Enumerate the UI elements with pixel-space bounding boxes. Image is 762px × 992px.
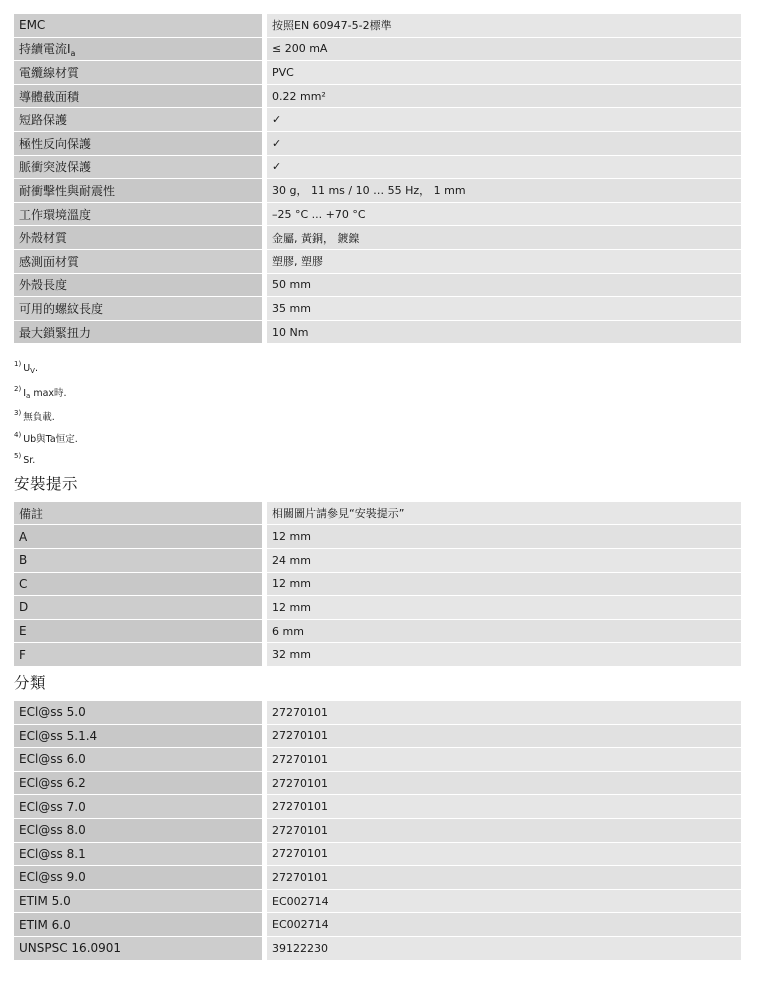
table-row [14, 643, 741, 667]
row-label [14, 156, 267, 180]
row-label-text: ECl@ss 5.1.4 [19, 728, 98, 743]
table-row [14, 819, 741, 843]
row-label [14, 297, 267, 321]
table-row [14, 772, 741, 796]
row-label-text: 導體截面積 [19, 89, 80, 104]
table-row [14, 38, 741, 62]
table-row [14, 108, 741, 132]
row-value: 相關圖片請參見“安裝提示” [267, 502, 741, 526]
footnote [14, 427, 741, 449]
row-value: 27270101 [267, 795, 741, 819]
row-label-text: ECl@ss 8.0 [19, 823, 86, 838]
row-label [14, 132, 267, 156]
row-label [14, 843, 267, 867]
row-value: 30 g， 11 ms / 10 … 55 Hz， 1 mm [267, 179, 741, 203]
row-value: 按照EN 60947-5-2標準 [267, 14, 741, 38]
row-label-text: ECl@ss 9.0 [19, 870, 86, 885]
table-row [14, 502, 741, 526]
row-label-text: ETIM 6.0 [19, 917, 71, 932]
row-label-text: E [19, 624, 27, 639]
row-value: 27270101 [267, 701, 741, 725]
row-label-text: 持續電流I [19, 41, 71, 56]
table-row [14, 725, 741, 749]
row-label [14, 525, 267, 549]
row-label [14, 596, 267, 620]
row-value: 27270101 [267, 843, 741, 867]
row-label [14, 725, 267, 749]
row-value: 27270101 [267, 866, 741, 890]
footnote-subscript: V [30, 367, 35, 376]
table-row [14, 620, 741, 644]
footnote-suffix: . [34, 363, 38, 375]
row-value: 塑膠, 塑膠 [267, 250, 741, 274]
row-label [14, 620, 267, 644]
row-value: 10 Nm [267, 321, 741, 345]
table-row [14, 890, 741, 914]
table-row [14, 14, 741, 38]
table-row [14, 274, 741, 298]
row-value: 6 mm [267, 620, 741, 644]
table-row [14, 937, 741, 961]
footnote [14, 356, 741, 381]
row-label [14, 226, 267, 250]
footnote-number: 1) [14, 360, 22, 369]
row-label [14, 772, 267, 796]
table-row [14, 85, 741, 109]
row-label-text: 極性反向保護 [19, 136, 92, 151]
row-label [14, 890, 267, 914]
table-row [14, 525, 741, 549]
row-label [14, 179, 267, 203]
row-label-text: 工作環境溫度 [19, 207, 92, 222]
row-value: 27270101 [267, 748, 741, 772]
table-row [14, 250, 741, 274]
classification-heading: 分類 [14, 673, 47, 692]
table-row [14, 132, 741, 156]
table-row [14, 179, 741, 203]
row-value: 35 mm [267, 297, 741, 321]
footnote-suffix: max時. [30, 387, 67, 399]
row-label [14, 795, 267, 819]
row-label-text: ETIM 5.0 [19, 894, 71, 909]
row-label [14, 573, 267, 597]
row-label-text: 可用的螺紋長度 [19, 301, 104, 316]
install-heading: 安裝提示 [14, 474, 79, 493]
footnote-text: Sr. [23, 455, 36, 467]
footnote [14, 448, 741, 470]
row-label-text: EMC [19, 18, 46, 33]
row-value: EC002714 [267, 890, 741, 914]
table-row [14, 573, 741, 597]
row-label-text: 短路保護 [19, 113, 68, 128]
row-label-text: D [19, 600, 29, 615]
datasheet-page [14, 14, 741, 961]
row-label [14, 250, 267, 274]
row-label [14, 643, 267, 667]
row-value: 27270101 [267, 772, 741, 796]
row-value: –25 °C ... +70 °C [267, 203, 741, 227]
table-row [14, 748, 741, 772]
footnote-text: Ub與Ta恒定. [23, 433, 78, 445]
table-row [14, 226, 741, 250]
table-row [14, 61, 741, 85]
row-value: 27270101 [267, 819, 741, 843]
check-icon: ✓ [267, 132, 741, 156]
footnote-number: 4) [14, 430, 22, 439]
table-row [14, 866, 741, 890]
footnote-subscript: a [26, 391, 31, 400]
row-label-text: 外殼材質 [19, 231, 68, 246]
row-label-text: 耐衝擊性與耐震性 [19, 183, 116, 198]
row-label-text: F [19, 647, 26, 662]
row-label-text: ECl@ss 6.2 [19, 776, 86, 791]
footnote-number: 2) [14, 384, 22, 393]
row-value: ≤ 200 mA [267, 38, 741, 62]
row-label [14, 502, 267, 526]
row-value: 24 mm [267, 549, 741, 573]
row-label-subscript: a [70, 48, 76, 58]
row-value: EC002714 [267, 913, 741, 937]
row-label [14, 321, 267, 345]
table-row [14, 596, 741, 620]
footnote-number: 3) [14, 409, 22, 418]
row-value: 32 mm [267, 643, 741, 667]
row-value: 12 mm [267, 596, 741, 620]
footnotes [14, 356, 741, 470]
row-label [14, 937, 267, 961]
row-label-text: 電纜線材質 [19, 65, 80, 80]
check-icon: ✓ [267, 156, 741, 180]
classification-table [14, 701, 741, 961]
row-label-text: 最大鎖緊扭力 [19, 325, 92, 340]
row-value: 50 mm [267, 274, 741, 298]
row-label [14, 549, 267, 573]
row-label [14, 61, 267, 85]
table-row [14, 321, 741, 345]
row-label [14, 14, 267, 38]
row-label [14, 748, 267, 772]
footnote-number: 5) [14, 452, 22, 461]
row-label [14, 819, 267, 843]
row-label [14, 108, 267, 132]
row-label [14, 701, 267, 725]
row-value: PVC [267, 61, 741, 85]
table-row [14, 913, 741, 937]
row-label-text: B [19, 553, 28, 568]
row-label [14, 274, 267, 298]
table-row [14, 701, 741, 725]
footnote [14, 381, 741, 406]
row-value: 27270101 [267, 725, 741, 749]
row-label-text: 外殼長度 [19, 278, 68, 293]
table-row [14, 795, 741, 819]
row-value: 0.22 mm² [267, 85, 741, 109]
footnote-text: 無負載. [23, 412, 55, 424]
row-label [14, 38, 267, 62]
table-row [14, 297, 741, 321]
row-value: 12 mm [267, 573, 741, 597]
row-label-text: UNSPSC 16.0901 [19, 941, 122, 956]
row-label [14, 85, 267, 109]
footnote-text: I [23, 387, 26, 399]
install-table [14, 502, 741, 667]
row-value: 39122230 [267, 937, 741, 961]
row-value: 金屬, 黃銅， 鍍鎳 [267, 226, 741, 250]
row-value: 12 mm [267, 525, 741, 549]
row-label-text: C [19, 576, 28, 591]
table-row [14, 549, 741, 573]
footnote-text: U [23, 363, 31, 375]
row-label-text: 感測面材質 [19, 254, 80, 269]
footnote [14, 405, 741, 427]
table-row [14, 203, 741, 227]
row-label [14, 913, 267, 937]
check-icon: ✓ [267, 108, 741, 132]
row-label [14, 203, 267, 227]
row-label-text: ECl@ss 6.0 [19, 752, 86, 767]
row-label [14, 866, 267, 890]
table-row [14, 156, 741, 180]
tech-spec-table [14, 14, 741, 344]
table-row [14, 843, 741, 867]
row-label-text: ECl@ss 5.0 [19, 705, 86, 720]
row-label-text: 脈衝突波保護 [19, 160, 92, 175]
row-label-text: ECl@ss 7.0 [19, 799, 86, 814]
row-label-text: 備註 [19, 506, 44, 521]
row-label-text: A [19, 529, 28, 544]
row-label-text: ECl@ss 8.1 [19, 846, 86, 861]
